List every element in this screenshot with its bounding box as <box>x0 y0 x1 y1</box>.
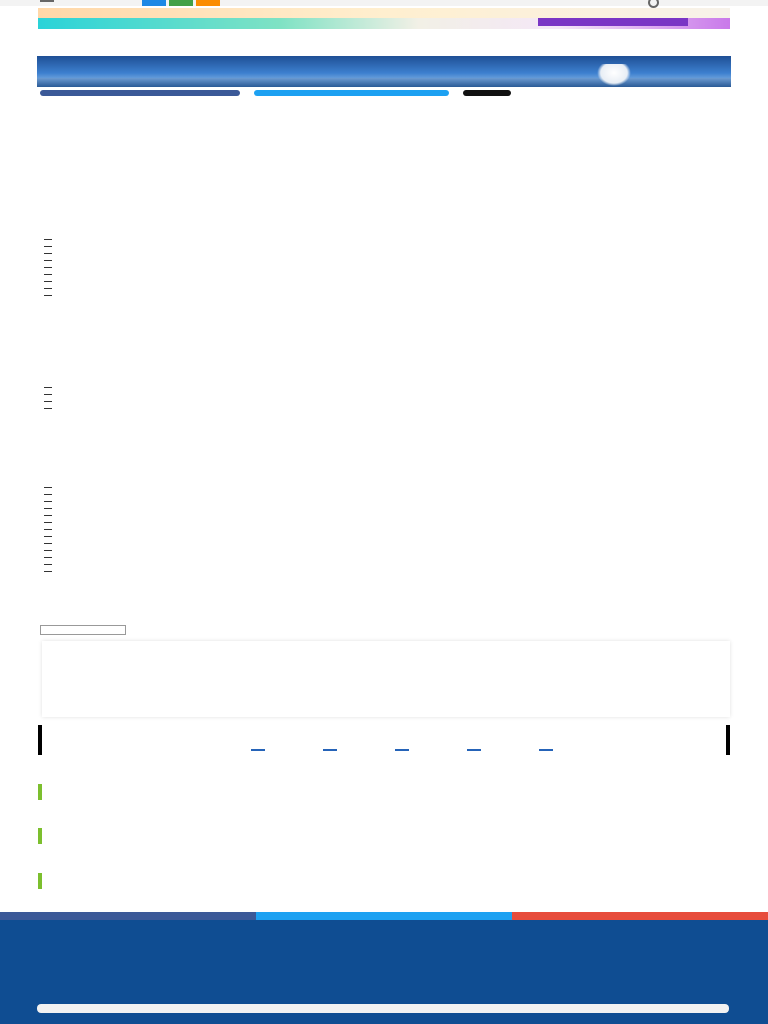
list-item[interactable] <box>40 540 730 547</box>
paragraph-line <box>40 218 730 225</box>
bullet-list <box>40 384 730 412</box>
footer-line[interactable] <box>38 966 658 974</box>
footer-copyright <box>170 1016 600 1022</box>
list-item <box>40 512 730 519</box>
tags-row <box>40 621 730 635</box>
intro-paragraph <box>40 99 730 148</box>
footer-line[interactable] <box>38 956 688 964</box>
pull-quote <box>90 326 690 354</box>
editorial-card <box>38 725 730 755</box>
paragraph-line <box>40 612 730 619</box>
related-accent <box>38 784 42 800</box>
editorial-link[interactable] <box>323 749 337 751</box>
footer-line[interactable] <box>38 926 338 934</box>
list-item <box>40 236 730 243</box>
section-heading <box>40 414 580 428</box>
related-article-card[interactable] <box>38 857 730 901</box>
list-item <box>40 547 730 554</box>
bullet-list <box>40 484 730 575</box>
editorial-link[interactable] <box>467 749 481 751</box>
list-item <box>40 533 730 540</box>
search-icon[interactable] <box>648 0 659 8</box>
hero-caption <box>51 80 351 86</box>
paragraph-line <box>40 197 730 204</box>
list-item <box>40 405 730 412</box>
list-item <box>40 250 730 257</box>
paragraph-line <box>40 176 730 183</box>
hamburger-icon[interactable] <box>40 0 54 6</box>
paragraph-line <box>40 598 730 605</box>
paragraph-line <box>40 443 730 450</box>
article-title <box>40 32 690 56</box>
share-facebook-button[interactable] <box>40 90 240 96</box>
paragraph-line <box>40 120 730 127</box>
pull-quote-line <box>90 344 690 353</box>
bullet-list <box>40 236 730 299</box>
editorial-link[interactable] <box>539 749 553 751</box>
paragraph-line <box>40 162 730 169</box>
editorial-link[interactable] <box>251 749 265 751</box>
footer-line[interactable] <box>38 986 538 994</box>
conversation-title <box>76 651 276 665</box>
list-item <box>40 278 730 285</box>
paragraph-line <box>40 457 730 464</box>
conversation-line[interactable] <box>278 659 698 665</box>
promo-banner[interactable] <box>38 8 730 29</box>
conversation-line[interactable] <box>278 683 698 689</box>
list-item[interactable] <box>40 398 730 405</box>
logo-block <box>142 0 166 6</box>
list-item <box>40 264 730 271</box>
after-quote-paragraph <box>40 356 730 370</box>
paragraph-line <box>40 363 730 370</box>
paragraph-line <box>40 190 730 197</box>
list-item <box>40 257 730 264</box>
list-item <box>40 484 730 491</box>
paragraph-line <box>40 450 730 457</box>
closing-paragraph <box>40 584 730 619</box>
paragraph-line <box>40 225 730 232</box>
related-title[interactable] <box>90 880 650 890</box>
site-name <box>250 0 430 7</box>
related-accent <box>38 828 42 844</box>
related-article-card[interactable] <box>38 768 730 812</box>
paragraph-line <box>40 183 730 190</box>
list-item <box>40 271 730 278</box>
logo-block <box>196 0 220 6</box>
paragraph-line <box>40 99 730 106</box>
editorial-links <box>222 749 582 754</box>
twitter-follow-button[interactable] <box>256 912 512 920</box>
list-item <box>40 554 730 561</box>
section-body <box>40 429 730 471</box>
subscribe-button[interactable] <box>37 1004 729 1013</box>
list-item <box>40 498 730 505</box>
related-accent <box>38 873 42 889</box>
tags-text[interactable] <box>134 626 694 633</box>
section-heading <box>40 370 520 384</box>
hero-image <box>37 56 731 87</box>
paragraph-line <box>40 134 730 141</box>
inline-link[interactable] <box>40 127 730 134</box>
promo-subtext <box>78 19 248 27</box>
list-item <box>40 561 730 568</box>
section-heading <box>40 147 600 161</box>
conversation-line[interactable] <box>278 705 698 711</box>
promo-cta-button[interactable] <box>538 18 688 26</box>
footer-line[interactable] <box>38 946 318 954</box>
promo-headline <box>268 8 568 18</box>
related-title[interactable] <box>90 835 650 845</box>
pull-quote-line <box>90 335 690 344</box>
list-item <box>40 491 730 498</box>
pull-quote-line <box>90 326 690 335</box>
paragraph-line <box>40 464 730 471</box>
newsletter-follow-button[interactable] <box>512 912 768 920</box>
conversation-card <box>42 641 730 717</box>
list-item <box>40 285 730 292</box>
list-item <box>40 568 730 575</box>
paragraph-line <box>40 298 730 305</box>
footer <box>0 920 768 1024</box>
logo-block <box>169 0 193 6</box>
paragraph-line <box>40 584 730 591</box>
site-logo[interactable] <box>142 0 220 6</box>
inline-link[interactable] <box>40 591 730 598</box>
list-item <box>40 526 730 533</box>
footer-line[interactable] <box>38 936 258 944</box>
editorial-subtitle <box>112 742 662 748</box>
share-email-button[interactable] <box>463 90 511 96</box>
paragraph-line <box>40 429 730 436</box>
section-body <box>40 162 730 232</box>
paragraph-line <box>40 169 730 176</box>
wind-turbine-graphic <box>597 64 631 86</box>
conversation-line[interactable] <box>278 672 698 678</box>
tag[interactable] <box>40 625 126 635</box>
paragraph-line <box>40 204 730 211</box>
conversation-line[interactable] <box>278 694 698 700</box>
paragraph-line <box>40 113 730 120</box>
paragraph-line <box>40 305 730 312</box>
paragraph-line <box>40 356 730 363</box>
editorial-link[interactable] <box>395 749 409 751</box>
social-bar <box>0 912 768 920</box>
list-item <box>40 519 730 526</box>
share-buttons <box>40 90 730 96</box>
footer-line[interactable] <box>38 976 598 984</box>
list-item <box>40 505 730 512</box>
facebook-follow-button[interactable] <box>0 912 256 920</box>
paragraph-line <box>40 312 730 319</box>
paragraph-line <box>40 106 730 113</box>
inline-link[interactable] <box>40 436 730 443</box>
share-twitter-button[interactable] <box>254 90 449 96</box>
inline-link[interactable] <box>40 211 730 218</box>
mid-paragraph <box>40 298 730 319</box>
list-item <box>40 384 730 391</box>
related-title[interactable] <box>90 791 650 801</box>
related-article-card[interactable] <box>38 812 730 856</box>
list-item <box>40 243 730 250</box>
inline-link[interactable] <box>40 605 730 612</box>
list-item <box>40 391 730 398</box>
footer-line[interactable] <box>38 995 238 1003</box>
